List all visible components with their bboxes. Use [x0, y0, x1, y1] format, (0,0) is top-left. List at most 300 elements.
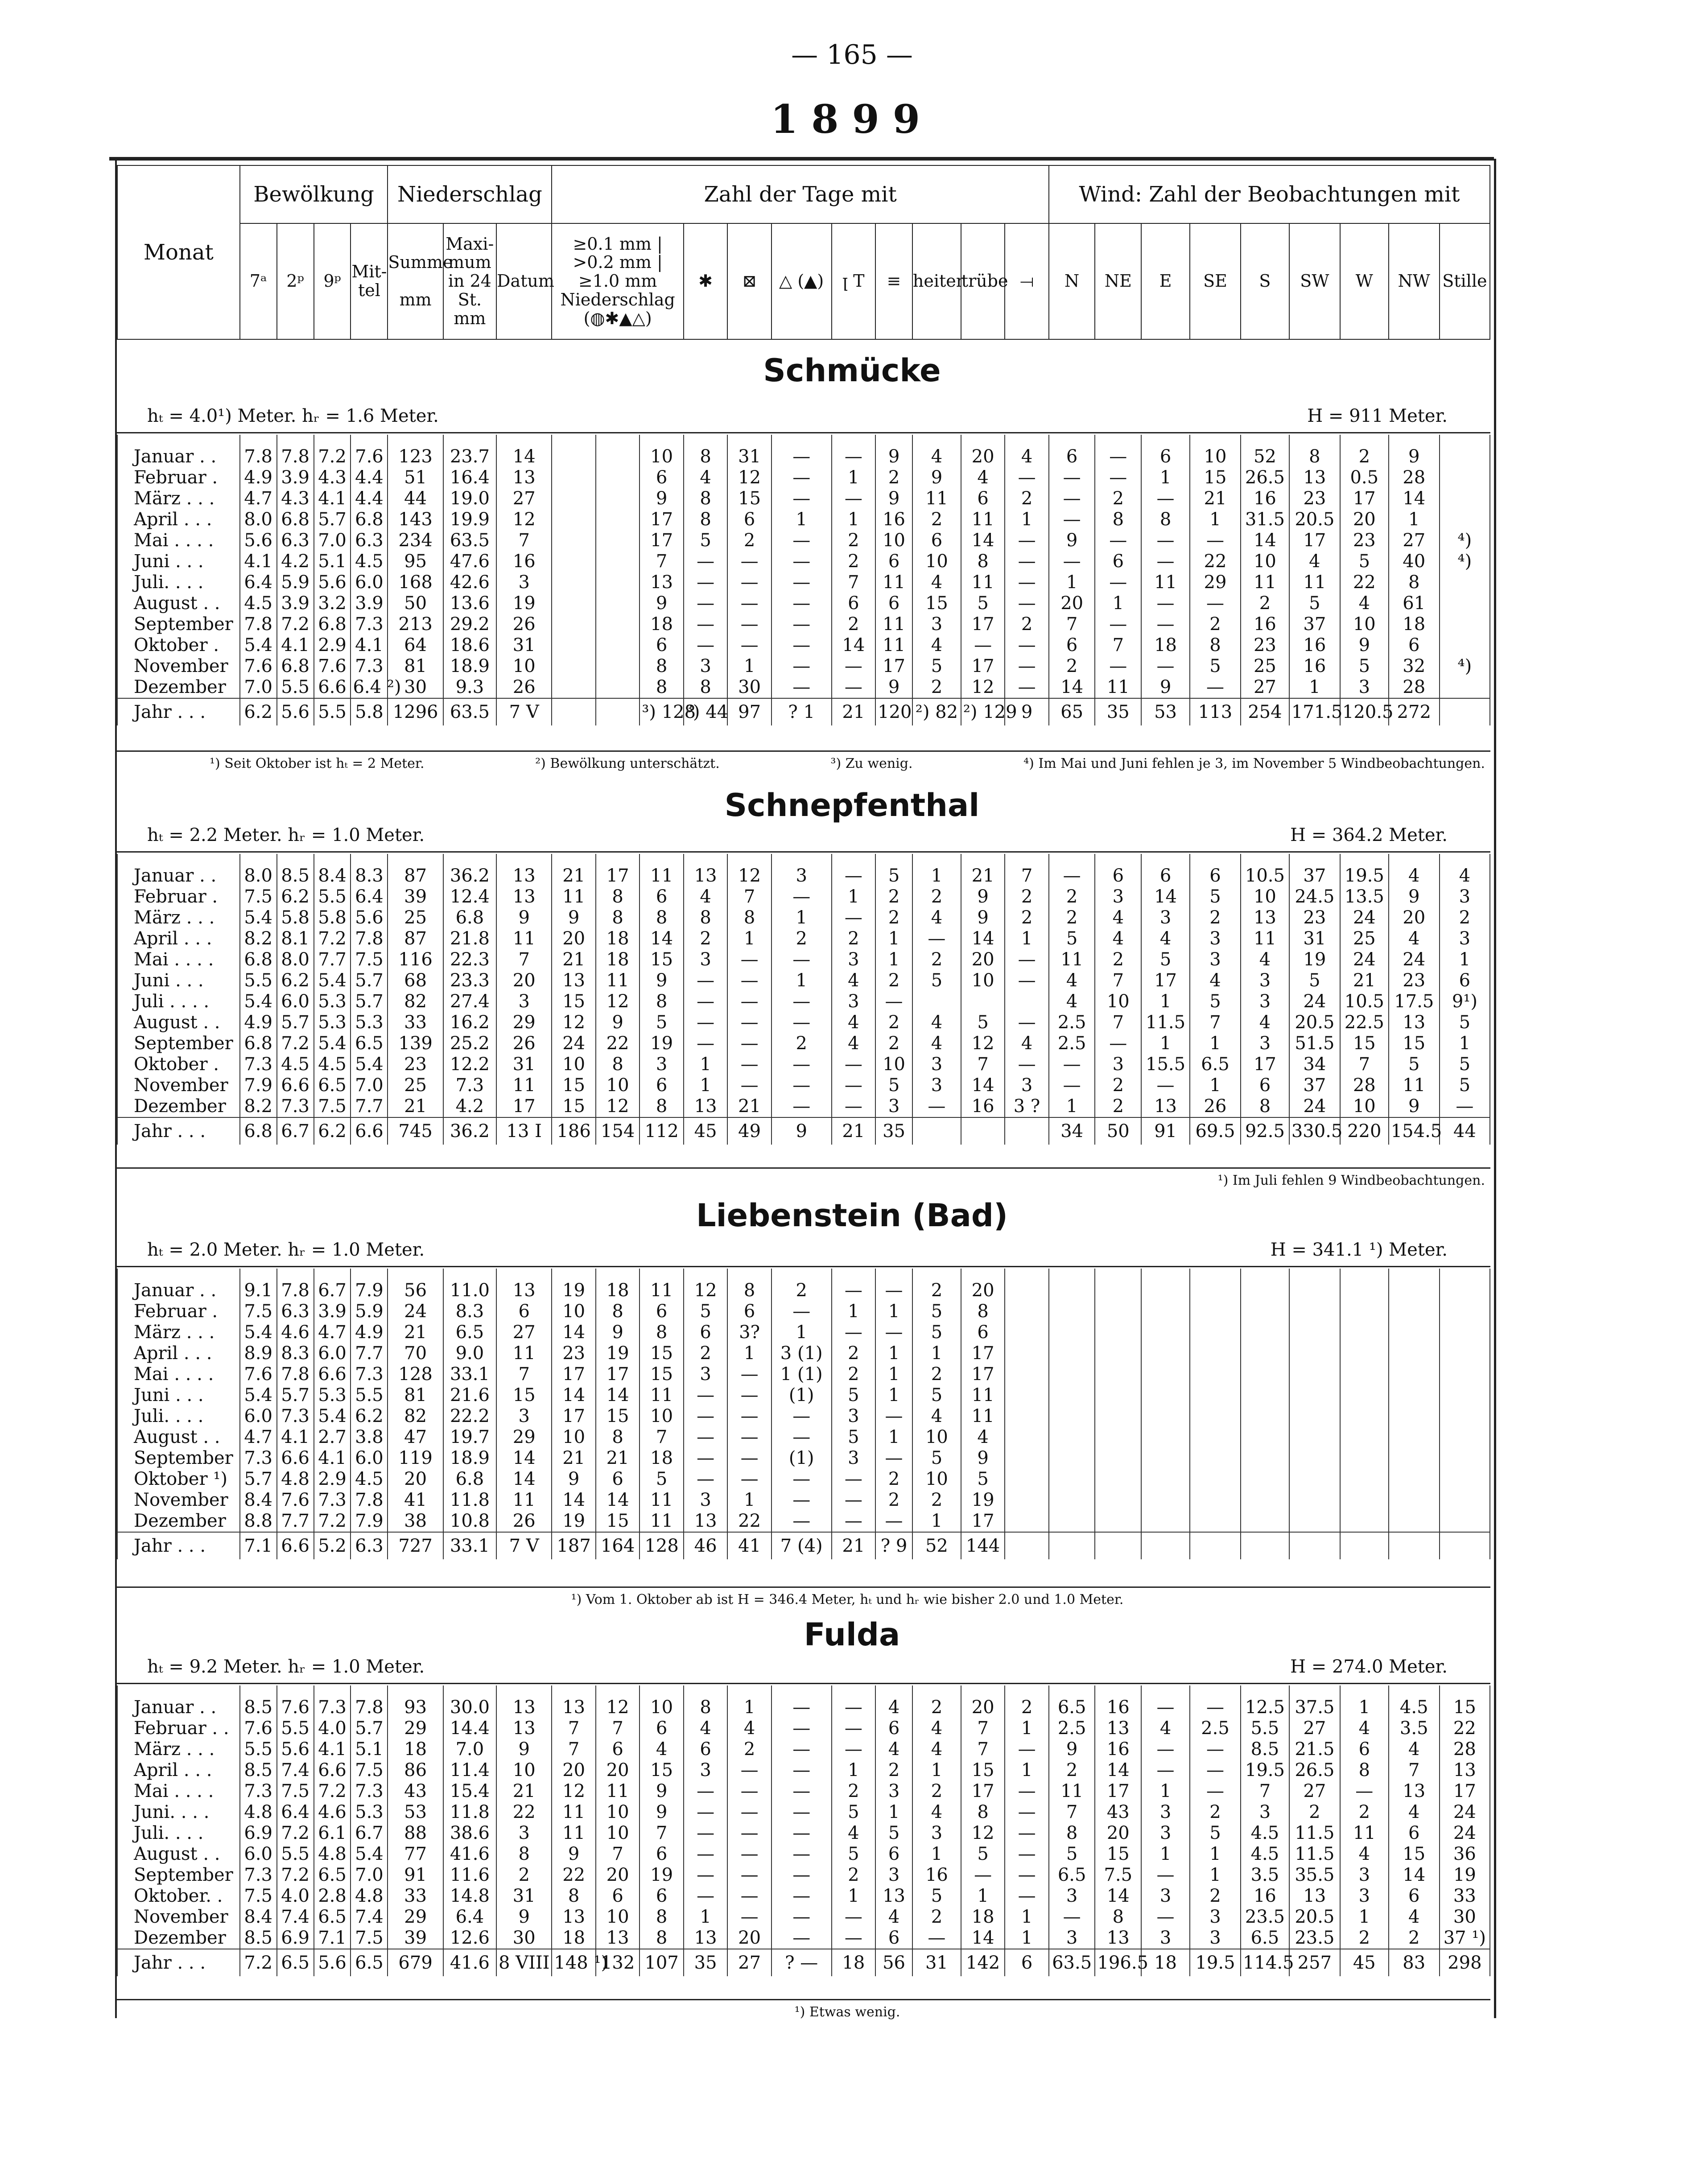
table-row: [117, 614, 1490, 635]
table-cell: 1: [912, 854, 961, 886]
table-cell: 1: [1005, 1907, 1048, 1928]
table-cell: 2: [1005, 488, 1048, 509]
table-cell: 9: [1389, 1096, 1440, 1117]
table-cell: 2: [875, 1490, 912, 1511]
table-cell: 4.6: [277, 1322, 314, 1343]
station-elevation: H = 274.0 Meter.: [1290, 1657, 1448, 1677]
table-cell: 8: [727, 907, 771, 928]
table-cell: 6.8: [314, 614, 351, 635]
month-label: Dezember: [117, 1096, 240, 1117]
table-cell: 2: [1389, 1928, 1440, 1949]
table-cell: [1289, 1469, 1340, 1490]
table-cell: 46: [684, 1532, 727, 1559]
table-row: [117, 435, 1490, 467]
table-cell: [1440, 467, 1490, 488]
table-cell: 11: [496, 1490, 552, 1511]
table-cell: [1289, 1343, 1340, 1364]
table-cell: 7: [496, 530, 552, 551]
table-cell: 37: [1289, 854, 1340, 886]
table-cell: —: [684, 1823, 727, 1844]
table-cell: [1340, 1364, 1389, 1385]
table-cell: 13: [596, 1928, 640, 1949]
table-cell: 5: [1141, 949, 1190, 970]
table-cell: 3: [1241, 991, 1289, 1012]
table-cell: 25.2: [443, 1033, 496, 1054]
table-cell: 6.3: [351, 530, 388, 551]
table-cell: 1: [1141, 1033, 1190, 1054]
month-label: Juli. . . .: [117, 1823, 240, 1844]
table-cell: 18: [961, 1907, 1005, 1928]
table-cell: —: [684, 593, 727, 614]
table-cell: 20: [552, 1760, 595, 1781]
table-cell: 9: [961, 907, 1005, 928]
table-cell: 6.2: [277, 886, 314, 907]
table-cell: 7.1: [240, 1532, 277, 1559]
table-cell: 7: [496, 1364, 552, 1385]
table-cell: 4.3: [314, 467, 351, 488]
table-cell: 27: [1389, 530, 1440, 551]
table-cell: 19.0: [443, 488, 496, 509]
table-cell: 10: [912, 1427, 961, 1448]
table-cell: —: [772, 1490, 832, 1511]
table-cell: 15: [552, 1096, 595, 1117]
table-cell: 13: [875, 1886, 912, 1907]
table-cell: 4: [1389, 1907, 1440, 1928]
station-height-info: hₜ = 9.2 Meter. hᵣ = 1.0 Meter.: [147, 1657, 425, 1677]
table-cell: —: [772, 635, 832, 656]
table-cell: [1340, 1427, 1389, 1448]
table-cell: 7.8: [277, 1269, 314, 1301]
table-cell: [1141, 1448, 1190, 1469]
table-cell: 11: [875, 572, 912, 593]
table-cell: 6.5: [1190, 1054, 1241, 1075]
table-cell: 14: [1049, 677, 1095, 698]
table-cell: 15: [552, 1075, 595, 1096]
table-cell: 7.3: [314, 1685, 351, 1718]
table-cell: 5.8: [277, 907, 314, 928]
table-cell: —: [684, 1802, 727, 1823]
table-cell: 7: [832, 572, 875, 593]
table-cell: —: [1141, 614, 1190, 635]
table-cell: 87: [388, 854, 443, 886]
table-cell: 1: [1005, 1928, 1048, 1949]
table-cell: [596, 467, 640, 488]
table-cell: 6.3: [277, 1301, 314, 1322]
year-total-row: [117, 1949, 1490, 1976]
table-cell: —: [772, 991, 832, 1012]
table-cell: 8: [1389, 572, 1440, 593]
table-cell: 119: [388, 1448, 443, 1469]
table-cell: —: [684, 1469, 727, 1490]
table-cell: 11: [496, 928, 552, 949]
header-monat: Monat: [117, 165, 240, 339]
table-cell: 3 (1): [772, 1343, 832, 1364]
table-cell: 3: [684, 656, 727, 677]
table-cell: [1005, 1301, 1048, 1322]
year-heading: 1899: [771, 96, 933, 142]
table-cell: 7.6: [277, 1685, 314, 1718]
table-cell: (1): [772, 1385, 832, 1406]
station-title: Schmücke: [763, 352, 941, 389]
table-cell: —: [772, 572, 832, 593]
table-cell: [1141, 1343, 1190, 1364]
table-cell: 19.5: [1340, 854, 1389, 886]
table-cell: [1289, 1269, 1340, 1301]
table-cell: 9: [640, 488, 683, 509]
header-wind-e: E: [1141, 223, 1190, 339]
table-cell: 4.1: [314, 1448, 351, 1469]
table-cell: 1 (1): [772, 1364, 832, 1385]
table-cell: 5: [961, 593, 1005, 614]
table-cell: 1: [1141, 467, 1190, 488]
table-cell: 31: [496, 635, 552, 656]
table-cell: 15: [552, 991, 595, 1012]
column-header: [117, 165, 1490, 340]
table-row: [117, 1802, 1490, 1823]
month-label: Januar . .: [117, 854, 240, 886]
table-cell: 87: [388, 928, 443, 949]
table-cell: [1440, 1343, 1490, 1364]
table-cell: 1: [832, 1760, 875, 1781]
table-cell: 330.5: [1289, 1117, 1340, 1145]
table-cell: 3: [1340, 1886, 1389, 1907]
table-cell: 17: [640, 530, 683, 551]
footnote: ³) Zu wenig.: [830, 756, 913, 771]
table-cell: [1389, 1364, 1440, 1385]
table-cell: —: [1005, 656, 1048, 677]
table-row: [117, 1269, 1490, 1301]
table-cell: 17: [961, 614, 1005, 635]
table-cell: 6: [640, 1886, 683, 1907]
table-cell: 1: [1440, 1033, 1490, 1054]
table-cell: 3: [912, 1823, 961, 1844]
table-cell: 3: [1340, 1865, 1389, 1886]
table-cell: 11: [640, 1269, 683, 1301]
table-cell: 7: [1049, 614, 1095, 635]
table-cell: 4: [875, 1685, 912, 1718]
table-cell: 82: [388, 991, 443, 1012]
table-cell: 33.1: [443, 1364, 496, 1385]
table-cell: 2: [1095, 949, 1141, 970]
table-cell: [1340, 1511, 1389, 1532]
table-cell: 7.0: [351, 1075, 388, 1096]
table-cell: 7.1: [314, 1928, 351, 1949]
table-cell: 21.8: [443, 928, 496, 949]
table-cell: 11.4: [443, 1760, 496, 1781]
table-cell: 43: [1095, 1802, 1141, 1823]
table-cell: 4: [1289, 551, 1340, 572]
table-cell: 5.5: [277, 677, 314, 698]
month-label: Oktober .: [117, 1054, 240, 1075]
table-cell: 20: [596, 1865, 640, 1886]
table-cell: —: [684, 1406, 727, 1427]
table-cell: 7.2: [277, 1823, 314, 1844]
table-cell: 30: [1440, 1907, 1490, 1928]
table-cell: 2: [875, 1469, 912, 1490]
table-cell: 6.5: [314, 1865, 351, 1886]
table-cell: 20: [961, 1685, 1005, 1718]
table-cell: 5.7: [351, 991, 388, 1012]
table-cell: 11: [1289, 572, 1340, 593]
table-cell: 4.0: [277, 1886, 314, 1907]
table-cell: 8: [684, 509, 727, 530]
table-cell: 7.6: [314, 656, 351, 677]
table-cell: 8.0: [240, 854, 277, 886]
table-cell: 10: [1241, 886, 1289, 907]
table-cell: [1141, 1364, 1190, 1385]
table-cell: 12.5: [1241, 1685, 1289, 1718]
table-cell: —: [875, 1511, 912, 1532]
table-cell: 1: [727, 1343, 771, 1364]
table-cell: [1241, 1427, 1289, 1448]
table-cell: 11: [961, 1385, 1005, 1406]
table-cell: 29: [388, 1718, 443, 1739]
table-cell: 38: [388, 1511, 443, 1532]
table-cell: 2: [875, 1760, 912, 1781]
table-cell: —: [1049, 1054, 1095, 1075]
table-cell: 39: [388, 886, 443, 907]
table-row: [117, 530, 1490, 551]
table-cell: 5.4: [351, 1054, 388, 1075]
table-cell: —: [684, 1844, 727, 1865]
table-cell: [1095, 1385, 1141, 1406]
table-cell: —: [684, 1033, 727, 1054]
table-cell: 6: [1005, 1949, 1048, 1976]
table-cell: 1: [1190, 1865, 1241, 1886]
table-cell: 6: [875, 593, 912, 614]
table-cell: 52: [912, 1532, 961, 1559]
table-cell: 26: [496, 614, 552, 635]
table-cell: 123: [388, 435, 443, 467]
table-cell: [1141, 1269, 1190, 1301]
table-cell: 3?: [727, 1322, 771, 1343]
table-cell: 6.6: [351, 1117, 388, 1145]
table-cell: [1241, 1322, 1289, 1343]
table-cell: 5.1: [314, 551, 351, 572]
table-cell: 11: [1095, 677, 1141, 698]
table-cell: 4.5: [1241, 1844, 1289, 1865]
table-cell: [1389, 1406, 1440, 1427]
table-cell: —: [727, 1469, 771, 1490]
table-cell: 21: [388, 1096, 443, 1117]
table-cell: 20.5: [1289, 509, 1340, 530]
table-cell: [552, 435, 595, 467]
table-cell: 234: [388, 530, 443, 551]
table-cell: 9: [496, 1739, 552, 1760]
table-cell: —: [1095, 530, 1141, 551]
table-cell: 7.3: [277, 1406, 314, 1427]
table-cell: 33.1: [443, 1532, 496, 1559]
table-cell: 7: [496, 949, 552, 970]
table-cell: 5.6: [314, 1949, 351, 1976]
table-cell: 6: [496, 1301, 552, 1322]
table-cell: 23: [1340, 530, 1389, 551]
table-cell: 6: [640, 1301, 683, 1322]
table-cell: 5: [832, 1844, 875, 1865]
table-cell: 37.5: [1289, 1685, 1340, 1718]
table-cell: 4.5: [240, 593, 277, 614]
table-cell: —: [875, 1448, 912, 1469]
table-cell: [1095, 1511, 1141, 1532]
table-cell: 2: [1005, 886, 1048, 907]
table-cell: 6: [1190, 854, 1241, 886]
table-cell: 120.5: [1340, 698, 1389, 725]
table-cell: 14: [552, 1385, 595, 1406]
table-cell: —: [772, 1511, 832, 1532]
table-cell: 8: [1141, 509, 1190, 530]
table-cell: 11: [496, 1343, 552, 1364]
table-cell: 5.5: [314, 698, 351, 725]
table-cell: 5: [912, 1886, 961, 1907]
table-cell: [1289, 1364, 1340, 1385]
table-cell: 6.7: [351, 1823, 388, 1844]
table-cell: —: [832, 1907, 875, 1928]
table-cell: 7: [1095, 970, 1141, 991]
table-cell: 4: [875, 1739, 912, 1760]
table-cell: 4.5: [351, 551, 388, 572]
table-cell: 5: [1440, 1075, 1490, 1096]
table-cell: 6.7: [277, 1117, 314, 1145]
table-cell: —: [684, 635, 727, 656]
table-cell: 23.5: [1289, 1928, 1340, 1949]
table-cell: 2: [832, 551, 875, 572]
table-cell: 254: [1241, 698, 1289, 725]
table-cell: —: [1005, 551, 1048, 572]
table-cell: 2: [832, 530, 875, 551]
table-cell: 12: [684, 1269, 727, 1301]
table-row: [117, 635, 1490, 656]
table-cell: 17.5: [1389, 991, 1440, 1012]
table-cell: 4.2: [443, 1096, 496, 1117]
table-cell: 39: [388, 1928, 443, 1949]
table-cell: —: [727, 1012, 771, 1033]
table-cell: 16.2: [443, 1012, 496, 1033]
month-label: Oktober. .: [117, 1886, 240, 1907]
table-cell: 1: [832, 1886, 875, 1907]
table-cell: 2: [1190, 907, 1241, 928]
table-cell: 2: [875, 886, 912, 907]
table-cell: 15: [640, 1343, 683, 1364]
table-cell: 3: [875, 1781, 912, 1802]
table-cell: 14: [961, 928, 1005, 949]
table-cell: —: [772, 614, 832, 635]
table-cell: 10.8: [443, 1511, 496, 1532]
table-cell: 1: [1289, 677, 1340, 698]
table-row: [117, 1343, 1490, 1364]
table-cell: 1: [727, 656, 771, 677]
month-label: November: [117, 1907, 240, 1928]
table-cell: 128: [640, 1532, 683, 1559]
table-cell: 17: [596, 1364, 640, 1385]
table-cell: 21: [832, 1532, 875, 1559]
table-cell: 16: [961, 1096, 1005, 1117]
table-cell: [1141, 1511, 1190, 1532]
table-cell: 13: [552, 1907, 595, 1928]
table-cell: —: [772, 593, 832, 614]
table-cell: —: [772, 1865, 832, 1886]
table-cell: [1095, 1301, 1141, 1322]
table-cell: 4: [912, 1033, 961, 1054]
table-cell: 53: [388, 1802, 443, 1823]
table-cell: —: [727, 1054, 771, 1075]
table-cell: 13.6: [443, 593, 496, 614]
table-cell: 16: [1095, 1685, 1141, 1718]
table-cell: 12: [596, 991, 640, 1012]
table-cell: 19.7: [443, 1427, 496, 1448]
table-cell: 7: [1340, 1054, 1389, 1075]
table-cell: [596, 488, 640, 509]
table-cell: 30: [727, 677, 771, 698]
table-cell: [1289, 1385, 1340, 1406]
table-cell: —: [1141, 530, 1190, 551]
table-cell: 9.3: [443, 677, 496, 698]
table-cell: 14: [552, 1490, 595, 1511]
table-cell: 19.9: [443, 509, 496, 530]
table-cell: 17: [961, 1511, 1005, 1532]
table-cell: 164: [596, 1532, 640, 1559]
table-cell: 28: [1389, 467, 1440, 488]
table-cell: —: [1049, 551, 1095, 572]
table-cell: 6.5: [351, 1033, 388, 1054]
table-cell: [1141, 1532, 1190, 1559]
table-cell: 7: [552, 1739, 595, 1760]
table-cell: 6: [684, 1739, 727, 1760]
table-cell: 6: [596, 1469, 640, 1490]
table-cell: 14: [1095, 1886, 1141, 1907]
table-cell: 17: [961, 1364, 1005, 1385]
table-cell: 5: [1289, 970, 1340, 991]
table-cell: 8.9: [240, 1343, 277, 1364]
table-cell: 6.3: [351, 1532, 388, 1559]
table-cell: 21: [496, 1781, 552, 1802]
table-cell: 25: [1241, 656, 1289, 677]
table-cell: [1340, 1301, 1389, 1322]
table-cell: 23.3: [443, 970, 496, 991]
table-cell: 10: [596, 1823, 640, 1844]
table-cell: 2: [1095, 1075, 1141, 1096]
table-cell: —: [1005, 593, 1048, 614]
table-cell: 6.5: [277, 1949, 314, 1976]
table-cell: 34: [1049, 1117, 1095, 1145]
table-cell: 38.6: [443, 1823, 496, 1844]
table-cell: 6: [684, 1322, 727, 1343]
table-cell: 6.8: [443, 907, 496, 928]
table-cell: 2.5: [1049, 1012, 1095, 1033]
table-cell: 6: [727, 1301, 771, 1322]
table-cell: —: [1141, 1685, 1190, 1718]
table-cell: 11: [1049, 949, 1095, 970]
table-cell: 26: [1190, 1096, 1241, 1117]
table-cell: 20.5: [1289, 1907, 1340, 1928]
table-cell: 13: [552, 970, 595, 991]
table-cell: 11: [640, 1511, 683, 1532]
table-cell: 3: [1440, 928, 1490, 949]
table-cell: 3: [1241, 970, 1289, 991]
table-cell: —: [832, 907, 875, 928]
table-cell: 5: [961, 1844, 1005, 1865]
table-cell: 6: [640, 467, 683, 488]
table-cell: 8: [1289, 435, 1340, 467]
table-cell: 1: [875, 928, 912, 949]
month-label: Januar . .: [117, 435, 240, 467]
table-cell: —: [727, 1075, 771, 1096]
month-label: Februar .: [117, 886, 240, 907]
header-datum: Datum: [496, 223, 552, 339]
table-cell: [1005, 1117, 1048, 1145]
table-cell: 1: [1049, 1096, 1095, 1117]
table-cell: 19: [596, 1343, 640, 1364]
table-cell: 7: [596, 1718, 640, 1739]
